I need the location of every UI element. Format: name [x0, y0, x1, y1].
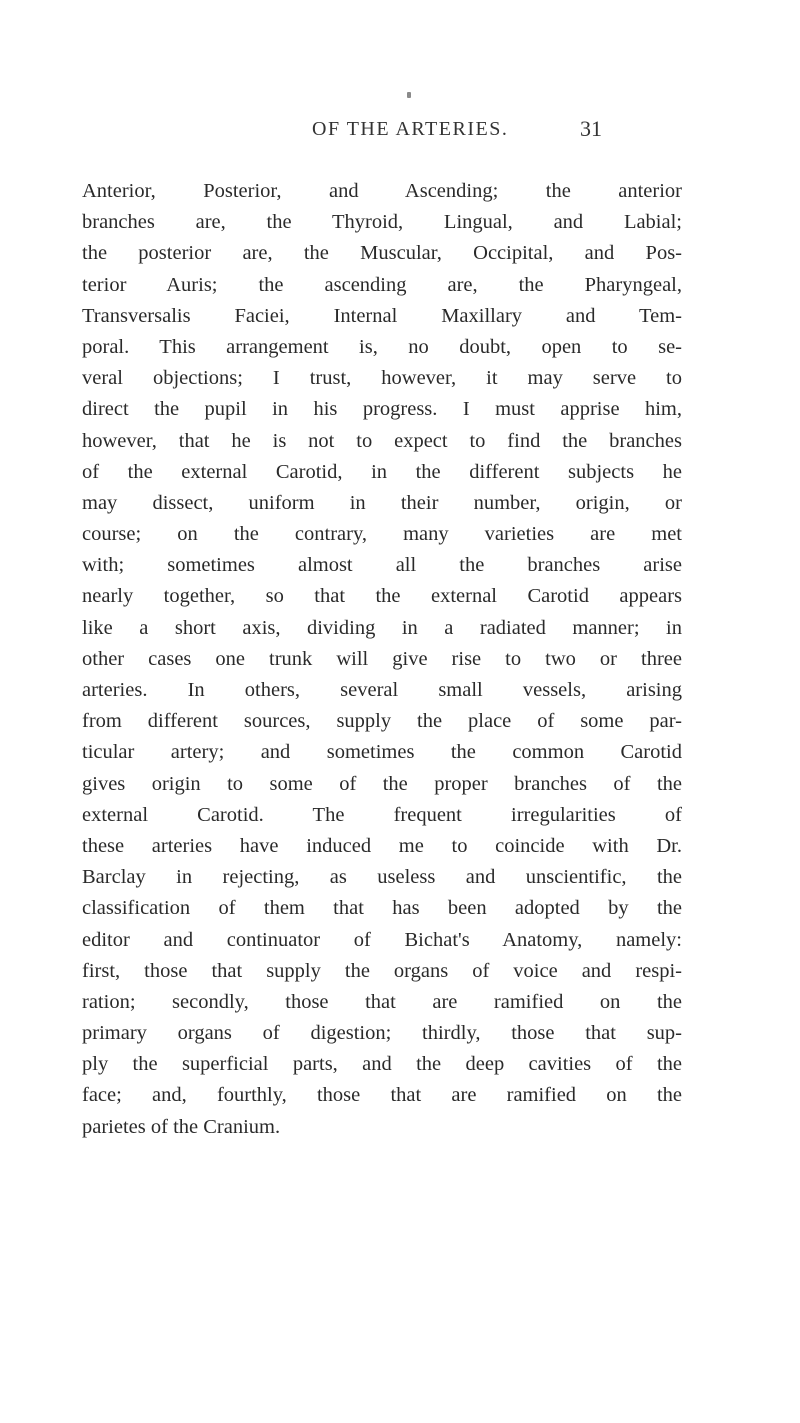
text-line: gives origin to some of the proper branches of the	[82, 772, 682, 795]
print-speck	[407, 92, 411, 98]
text-line: classification of them that has been adopted by the	[82, 897, 682, 920]
text-line: veral objections; I trust, however, it may serve to	[82, 367, 682, 390]
text-line: editor and continuator of Bichat's Anatomy, namely:	[82, 928, 682, 951]
text-line: Transversalis Faciei, Internal Maxillary and Tem-	[82, 304, 682, 327]
text-line: other cases one trunk will give rise to two or three	[82, 647, 682, 670]
text-line: however, that he is not to expect to find the branches	[82, 429, 682, 452]
running-title: OF THE ARTERIES.	[312, 118, 509, 140]
text-line: of the external Carotid, in the different subjects he	[82, 460, 682, 483]
text-line: may dissect, uniform in their number, origin, or	[82, 491, 682, 514]
text-line: direct the pupil in his progress. I must apprise him,	[82, 398, 682, 421]
text-line: ration; secondly, those that are ramified on the	[82, 990, 682, 1013]
text-line: course; on the contrary, many varieties are met	[82, 523, 682, 546]
text-line: poral. This arrangement is, no doubt, open to se-	[82, 335, 682, 358]
text-line: first, those that supply the organs of voice and respi-	[82, 959, 682, 982]
text-line: like a short axis, dividing in a radiated manner; in	[82, 616, 682, 639]
text-line: from different sources, supply the place of some par-	[82, 710, 682, 733]
text-line: Anterior, Posterior, and Ascending; the anterior	[82, 180, 682, 202]
text-line: these arteries have induced me to coincide with Dr.	[82, 834, 682, 857]
text-line: external Carotid. The frequent irregularities of	[82, 803, 682, 826]
text-line: arteries. In others, several small vessels, arising	[82, 679, 682, 701]
text-line: with; sometimes almost all the branches arise	[82, 554, 682, 577]
text-line: Barclay in rejecting, as useless and unscientific, the	[82, 866, 682, 889]
text-line: face; and, fourthly, those that are ramified on the	[82, 1084, 682, 1107]
text-line: ply the superficial parts, and the deep cavities of the	[82, 1053, 682, 1076]
page-number: 31	[580, 116, 602, 141]
text-line: ticular artery; and sometimes the common Carotid	[82, 741, 682, 764]
running-head	[0, 118, 800, 148]
body-paragraph	[82, 176, 682, 1143]
text-line: branches are, the Thyroid, Lingual, and Labial;	[82, 211, 682, 234]
text-line: nearly together, so that the external Carotid appears	[82, 585, 682, 608]
text-line: terior Auris; the ascending are, the Pharyngeal,	[82, 273, 682, 296]
text-line: parietes of the Cranium.	[82, 1115, 281, 1138]
text-line: primary organs of digestion; thirdly, those that sup-	[82, 1022, 682, 1045]
text-line: the posterior are, the Muscular, Occipital, and Pos-	[82, 242, 682, 265]
